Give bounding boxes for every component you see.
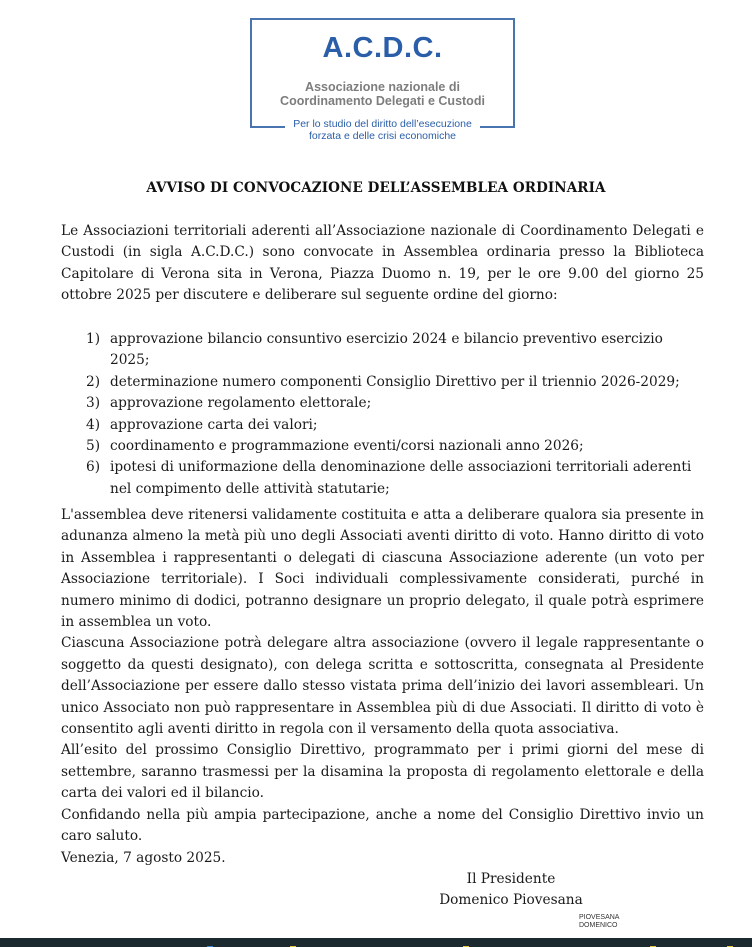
rules-section bbox=[61, 505, 704, 869]
agenda-item-number: 4) bbox=[86, 416, 101, 433]
logo-tagline-line1: Per lo studio del diritto dell’esecuzione bbox=[293, 118, 472, 130]
agenda-item bbox=[86, 457, 706, 500]
agenda-item-number: 2) bbox=[86, 373, 101, 390]
taskbar bbox=[0, 938, 752, 947]
agenda-item-text: determinazione numero componenti Consiglio Direttivo per il triennio 2026-2029; bbox=[110, 373, 680, 390]
agenda-item-number: 5) bbox=[86, 438, 101, 455]
logo-subtitle-line2: Coordinamento Delegati e Custodi bbox=[280, 94, 485, 108]
agenda-item-text: approvazione carta dei valori; bbox=[110, 416, 318, 433]
logo-title: A.C.D.C. bbox=[322, 32, 443, 64]
logo-subtitle bbox=[252, 80, 513, 108]
agenda-item-number: 1) bbox=[86, 331, 101, 347]
agenda-item-number: 3) bbox=[86, 395, 101, 412]
agenda-item bbox=[86, 415, 706, 436]
agenda-item-text: coordinamento e programmazione eventi/corsi nazionali anno 2026; bbox=[110, 438, 584, 455]
place-date: Venezia, 7 agosto 2025. bbox=[61, 849, 226, 866]
next-council-paragraph: All’esito del prossimo Consiglio Direttivo, programmato per i primi giorni del mese di settembre, saranno trasmessi per la disamina la proposta di regolamento elettorale e della carta dei valori ed il bilancio. bbox=[61, 742, 704, 802]
signature-name: Domenico Piovesana bbox=[439, 892, 583, 908]
agenda-list bbox=[86, 329, 706, 500]
agenda-item-number: 6) bbox=[86, 459, 101, 476]
quorum-paragraph: L'assemblea deve ritenersi validamente costituita e atta a deliberare qualora sia presente in adunanza almeno la metà più uno degli Associati aventi diritto di voto. Hanno diritto di voto in Assemblea i rappresentanti o delegati di ciascuna Associazione aderente (un voto per Associazione territoriale). I Soci individuali complessivamente considerati, purché in numero minimo di dodici, potranno designare un proprio delegato, il quale potrà esprimere in assemblea un voto. bbox=[61, 507, 704, 631]
agenda-item-text: approvazione bilancio consuntivo esercizio 2024 e bilancio preventivo esercizio 2025; bbox=[110, 331, 663, 369]
agenda-item bbox=[86, 436, 706, 457]
closing-paragraph: Confidando nella più ampia partecipazione, anche a nome del Consiglio Direttivo invio un caro saluto. bbox=[61, 806, 704, 845]
digital-signature-stamp bbox=[579, 914, 619, 930]
logo-subtitle-line1: Associazione nazionale di bbox=[305, 80, 460, 94]
stamp-line1: PIOVESANA bbox=[579, 914, 620, 921]
delegation-paragraph: Ciascuna Associazione potrà delegare altra associazione (ovvero il legale rappresentante o soggetto da questi designato), con delega scritta e sottoscritta, consegnata al Presidente dell’Associazione per essere dallo stesso vistata prima dell’inizio dei lavori assembleari. Un unico Associato non può rappresentare in Assemblea più di due Associati. Il diritto di voto è consentito agli aventi diritto in regola con il versamento della quota associativa. bbox=[61, 635, 704, 738]
signature-role: Il Presidente bbox=[466, 871, 556, 887]
agenda-item bbox=[86, 393, 706, 414]
intro-paragraph: Le Associazioni territoriali aderenti all’Associazione nazionale di Coordinamento Delegati e Custodi (in sigla A.C.D.C.) sono convocate in Assemblea ordinaria presso la Biblioteca Capitolare di Verona sita in Verona, Piazza Duomo n. 19, per le ore 9.00 del giorno 25 ottobre 2025 per discutere e deliberare sul seguente ordine del giorno: bbox=[61, 223, 704, 304]
stamp-line2: DOMENICO bbox=[579, 922, 618, 929]
acdc-logo bbox=[250, 18, 515, 142]
document-heading: AVVISO DI CONVOCAZIONE DELL’ASSEMBLEA ORDINARIA bbox=[146, 180, 606, 196]
logo-tagline bbox=[252, 118, 513, 142]
logo-border-left-segment bbox=[250, 126, 285, 128]
logo-tagline-line2: forzata e delle crisi economiche bbox=[308, 130, 457, 142]
agenda-item-text: ipotesi di uniformazione della denominazione delle associazioni territoriali aderenti nel compimento delle attività statutarie; bbox=[110, 459, 692, 497]
logo-border-right-segment bbox=[480, 126, 515, 128]
agenda-item bbox=[86, 372, 706, 393]
agenda-item-text: approvazione regolamento elettorale; bbox=[110, 395, 372, 412]
agenda-item bbox=[86, 329, 706, 372]
